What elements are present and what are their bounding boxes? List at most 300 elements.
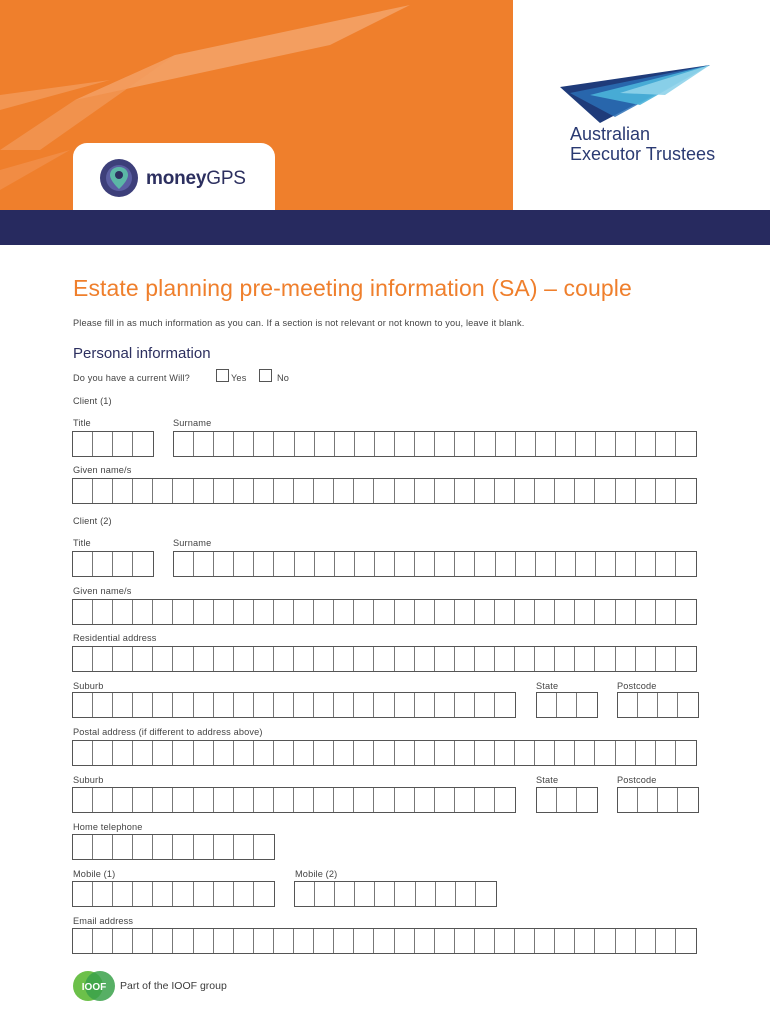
char-box[interactable] (656, 929, 676, 953)
char-box[interactable] (113, 929, 133, 953)
char-box[interactable] (395, 600, 415, 624)
char-box[interactable] (395, 432, 415, 456)
char-box[interactable] (194, 835, 214, 859)
char-box[interactable] (535, 600, 555, 624)
char-box[interactable] (314, 788, 334, 812)
char-box[interactable] (495, 479, 515, 503)
char-box[interactable] (254, 788, 274, 812)
char-box[interactable] (294, 647, 314, 671)
char-box[interactable] (656, 479, 676, 503)
char-box[interactable] (618, 693, 638, 717)
char-box[interactable] (153, 835, 173, 859)
char-box[interactable] (315, 432, 335, 456)
char-box[interactable] (133, 600, 153, 624)
char-box[interactable] (495, 600, 515, 624)
char-box[interactable] (375, 882, 395, 906)
char-box[interactable] (334, 647, 354, 671)
postal-address-field[interactable] (72, 740, 697, 766)
char-box[interactable] (153, 600, 173, 624)
char-box[interactable] (274, 479, 294, 503)
char-box[interactable] (676, 479, 696, 503)
char-box[interactable] (214, 432, 234, 456)
char-box[interactable] (274, 432, 294, 456)
char-box[interactable] (435, 552, 455, 576)
char-box[interactable] (536, 552, 556, 576)
char-box[interactable] (93, 552, 113, 576)
char-box[interactable] (234, 432, 254, 456)
char-box[interactable] (395, 929, 415, 953)
char-box[interactable] (133, 929, 153, 953)
char-box[interactable] (556, 432, 576, 456)
char-box[interactable] (495, 647, 515, 671)
char-box[interactable] (556, 552, 576, 576)
char-box[interactable] (555, 929, 575, 953)
char-box[interactable] (575, 479, 595, 503)
char-box[interactable] (173, 693, 193, 717)
char-box[interactable] (93, 929, 113, 953)
char-box[interactable] (515, 741, 535, 765)
char-box[interactable] (656, 600, 676, 624)
char-box[interactable] (395, 647, 415, 671)
char-box[interactable] (73, 479, 93, 503)
postal-postcode-field[interactable] (617, 787, 699, 813)
char-box[interactable] (73, 741, 93, 765)
char-box[interactable] (354, 647, 374, 671)
char-box[interactable] (636, 647, 656, 671)
char-box[interactable] (133, 835, 153, 859)
char-box[interactable] (73, 693, 93, 717)
mobile2-field[interactable] (294, 881, 497, 907)
char-box[interactable] (515, 929, 535, 953)
residential-address-field[interactable] (72, 646, 697, 672)
char-box[interactable] (133, 741, 153, 765)
char-box[interactable] (656, 741, 676, 765)
char-box[interactable] (536, 432, 556, 456)
char-box[interactable] (173, 788, 193, 812)
char-box[interactable] (294, 929, 314, 953)
char-box[interactable] (535, 647, 555, 671)
char-box[interactable] (475, 929, 495, 953)
char-box[interactable] (576, 432, 596, 456)
char-box[interactable] (415, 741, 435, 765)
char-box[interactable] (595, 929, 615, 953)
will-yes-checkbox[interactable] (216, 369, 229, 382)
char-box[interactable] (537, 788, 557, 812)
char-box[interactable] (555, 741, 575, 765)
char-box[interactable] (575, 929, 595, 953)
char-box[interactable] (395, 552, 415, 576)
client1-surname-field[interactable] (173, 431, 697, 457)
char-box[interactable] (354, 929, 374, 953)
char-box[interactable] (455, 693, 475, 717)
char-box[interactable] (113, 432, 133, 456)
char-box[interactable] (194, 600, 214, 624)
char-box[interactable] (173, 600, 193, 624)
char-box[interactable] (314, 600, 334, 624)
char-box[interactable] (435, 479, 455, 503)
char-box[interactable] (93, 600, 113, 624)
char-box[interactable] (415, 647, 435, 671)
char-box[interactable] (395, 788, 415, 812)
char-box[interactable] (113, 882, 133, 906)
char-box[interactable] (254, 600, 274, 624)
char-box[interactable] (355, 552, 375, 576)
char-box[interactable] (73, 882, 93, 906)
char-box[interactable] (354, 741, 374, 765)
char-box[interactable] (475, 741, 495, 765)
char-box[interactable] (515, 479, 535, 503)
char-box[interactable] (214, 600, 234, 624)
char-box[interactable] (274, 600, 294, 624)
char-box[interactable] (113, 835, 133, 859)
char-box[interactable] (475, 552, 495, 576)
char-box[interactable] (334, 479, 354, 503)
char-box[interactable] (214, 552, 234, 576)
char-box[interactable] (395, 479, 415, 503)
will-no-checkbox[interactable] (259, 369, 272, 382)
char-box[interactable] (475, 432, 495, 456)
char-box[interactable] (616, 479, 636, 503)
char-box[interactable] (93, 432, 113, 456)
char-box[interactable] (435, 788, 455, 812)
char-box[interactable] (475, 788, 495, 812)
char-box[interactable] (174, 432, 194, 456)
char-box[interactable] (496, 552, 516, 576)
char-box[interactable] (596, 552, 616, 576)
char-box[interactable] (133, 882, 153, 906)
char-box[interactable] (153, 741, 173, 765)
char-box[interactable] (234, 929, 254, 953)
char-box[interactable] (395, 693, 415, 717)
char-box[interactable] (656, 647, 676, 671)
char-box[interactable] (395, 741, 415, 765)
char-box[interactable] (334, 693, 354, 717)
char-box[interactable] (314, 741, 334, 765)
char-box[interactable] (354, 788, 374, 812)
char-box[interactable] (638, 693, 658, 717)
char-box[interactable] (93, 693, 113, 717)
char-box[interactable] (214, 741, 234, 765)
char-box[interactable] (374, 600, 394, 624)
char-box[interactable] (214, 788, 234, 812)
char-box[interactable] (616, 929, 636, 953)
char-box[interactable] (355, 882, 375, 906)
char-box[interactable] (173, 479, 193, 503)
char-box[interactable] (295, 432, 315, 456)
char-box[interactable] (194, 552, 214, 576)
char-box[interactable] (415, 479, 435, 503)
char-box[interactable] (374, 693, 394, 717)
postal-state-field[interactable] (536, 787, 598, 813)
residential-postcode-field[interactable] (617, 692, 699, 718)
char-box[interactable] (113, 600, 133, 624)
char-box[interactable] (555, 600, 575, 624)
char-box[interactable] (576, 552, 596, 576)
client2-surname-field[interactable] (173, 551, 697, 577)
char-box[interactable] (395, 882, 415, 906)
char-box[interactable] (435, 647, 455, 671)
char-box[interactable] (295, 552, 315, 576)
char-box[interactable] (476, 882, 496, 906)
char-box[interactable] (315, 552, 335, 576)
char-box[interactable] (557, 693, 577, 717)
char-box[interactable] (153, 882, 173, 906)
char-box[interactable] (153, 647, 173, 671)
char-box[interactable] (374, 788, 394, 812)
char-box[interactable] (234, 479, 254, 503)
char-box[interactable] (254, 741, 274, 765)
char-box[interactable] (133, 788, 153, 812)
char-box[interactable] (618, 788, 638, 812)
char-box[interactable] (595, 600, 615, 624)
char-box[interactable] (113, 741, 133, 765)
char-box[interactable] (214, 929, 234, 953)
char-box[interactable] (133, 693, 153, 717)
char-box[interactable] (133, 479, 153, 503)
char-box[interactable] (435, 600, 455, 624)
char-box[interactable] (214, 882, 234, 906)
char-box[interactable] (73, 432, 93, 456)
char-box[interactable] (234, 693, 254, 717)
char-box[interactable] (435, 693, 455, 717)
char-box[interactable] (194, 788, 214, 812)
char-box[interactable] (435, 741, 455, 765)
char-box[interactable] (557, 788, 577, 812)
char-box[interactable] (415, 432, 435, 456)
char-box[interactable] (676, 741, 696, 765)
char-box[interactable] (93, 788, 113, 812)
char-box[interactable] (194, 741, 214, 765)
char-box[interactable] (656, 552, 676, 576)
char-box[interactable] (495, 929, 515, 953)
char-box[interactable] (535, 929, 555, 953)
char-box[interactable] (455, 552, 475, 576)
residential-state-field[interactable] (536, 692, 598, 718)
char-box[interactable] (173, 929, 193, 953)
client1-title-field[interactable] (72, 431, 154, 457)
char-box[interactable] (516, 552, 536, 576)
char-box[interactable] (577, 693, 597, 717)
char-box[interactable] (415, 693, 435, 717)
char-box[interactable] (113, 647, 133, 671)
char-box[interactable] (516, 432, 536, 456)
client1-given-names-field[interactable] (72, 478, 697, 504)
char-box[interactable] (374, 741, 394, 765)
char-box[interactable] (214, 835, 234, 859)
char-box[interactable] (475, 600, 495, 624)
char-box[interactable] (515, 647, 535, 671)
char-box[interactable] (555, 647, 575, 671)
char-box[interactable] (73, 929, 93, 953)
char-box[interactable] (194, 479, 214, 503)
char-box[interactable] (174, 552, 194, 576)
char-box[interactable] (415, 788, 435, 812)
char-box[interactable] (173, 882, 193, 906)
char-box[interactable] (455, 647, 475, 671)
char-box[interactable] (294, 788, 314, 812)
char-box[interactable] (254, 479, 274, 503)
client2-given-names-field[interactable] (72, 599, 697, 625)
char-box[interactable] (354, 479, 374, 503)
char-box[interactable] (334, 929, 354, 953)
char-box[interactable] (436, 882, 456, 906)
char-box[interactable] (113, 552, 133, 576)
char-box[interactable] (577, 788, 597, 812)
char-box[interactable] (676, 647, 696, 671)
email-address-field[interactable] (72, 928, 697, 954)
char-box[interactable] (274, 788, 294, 812)
char-box[interactable] (153, 479, 173, 503)
char-box[interactable] (435, 929, 455, 953)
char-box[interactable] (455, 788, 475, 812)
char-box[interactable] (616, 741, 636, 765)
char-box[interactable] (455, 600, 475, 624)
char-box[interactable] (375, 552, 395, 576)
char-box[interactable] (334, 788, 354, 812)
char-box[interactable] (194, 647, 214, 671)
char-box[interactable] (214, 479, 234, 503)
char-box[interactable] (495, 788, 515, 812)
char-box[interactable] (456, 882, 476, 906)
char-box[interactable] (173, 835, 193, 859)
char-box[interactable] (93, 479, 113, 503)
char-box[interactable] (93, 835, 113, 859)
char-box[interactable] (537, 693, 557, 717)
char-box[interactable] (676, 552, 696, 576)
char-box[interactable] (133, 552, 153, 576)
char-box[interactable] (535, 741, 555, 765)
char-box[interactable] (113, 693, 133, 717)
char-box[interactable] (93, 647, 113, 671)
char-box[interactable] (73, 835, 93, 859)
char-box[interactable] (254, 929, 274, 953)
char-box[interactable] (676, 929, 696, 953)
char-box[interactable] (194, 929, 214, 953)
char-box[interactable] (475, 479, 495, 503)
char-box[interactable] (73, 552, 93, 576)
char-box[interactable] (676, 600, 696, 624)
char-box[interactable] (274, 552, 294, 576)
char-box[interactable] (636, 929, 656, 953)
char-box[interactable] (658, 788, 678, 812)
char-box[interactable] (274, 647, 294, 671)
char-box[interactable] (495, 741, 515, 765)
char-box[interactable] (214, 647, 234, 671)
char-box[interactable] (636, 552, 656, 576)
char-box[interactable] (455, 929, 475, 953)
char-box[interactable] (636, 432, 656, 456)
char-box[interactable] (555, 479, 575, 503)
char-box[interactable] (596, 432, 616, 456)
char-box[interactable] (455, 479, 475, 503)
char-box[interactable] (595, 479, 615, 503)
char-box[interactable] (254, 552, 274, 576)
char-box[interactable] (153, 929, 173, 953)
char-box[interactable] (234, 835, 254, 859)
char-box[interactable] (475, 647, 495, 671)
char-box[interactable] (274, 741, 294, 765)
char-box[interactable] (314, 929, 334, 953)
char-box[interactable] (375, 432, 395, 456)
char-box[interactable] (73, 788, 93, 812)
char-box[interactable] (616, 432, 636, 456)
char-box[interactable] (314, 647, 334, 671)
char-box[interactable] (173, 647, 193, 671)
char-box[interactable] (153, 788, 173, 812)
char-box[interactable] (234, 882, 254, 906)
char-box[interactable] (294, 600, 314, 624)
char-box[interactable] (335, 882, 355, 906)
char-box[interactable] (274, 693, 294, 717)
char-box[interactable] (294, 693, 314, 717)
char-box[interactable] (575, 647, 595, 671)
char-box[interactable] (335, 552, 355, 576)
char-box[interactable] (475, 693, 495, 717)
char-box[interactable] (535, 479, 555, 503)
char-box[interactable] (113, 479, 133, 503)
char-box[interactable] (355, 432, 375, 456)
char-box[interactable] (416, 882, 436, 906)
char-box[interactable] (658, 693, 678, 717)
char-box[interactable] (374, 929, 394, 953)
char-box[interactable] (495, 693, 515, 717)
char-box[interactable] (656, 432, 676, 456)
char-box[interactable] (254, 835, 274, 859)
char-box[interactable] (374, 479, 394, 503)
char-box[interactable] (93, 741, 113, 765)
char-box[interactable] (194, 432, 214, 456)
char-box[interactable] (678, 788, 698, 812)
char-box[interactable] (354, 693, 374, 717)
char-box[interactable] (575, 741, 595, 765)
char-box[interactable] (153, 693, 173, 717)
char-box[interactable] (636, 600, 656, 624)
char-box[interactable] (575, 600, 595, 624)
char-box[interactable] (314, 693, 334, 717)
char-box[interactable] (455, 741, 475, 765)
char-box[interactable] (636, 479, 656, 503)
char-box[interactable] (133, 432, 153, 456)
char-box[interactable] (194, 882, 214, 906)
char-box[interactable] (616, 600, 636, 624)
char-box[interactable] (254, 647, 274, 671)
char-box[interactable] (234, 741, 254, 765)
char-box[interactable] (294, 741, 314, 765)
char-box[interactable] (616, 552, 636, 576)
char-box[interactable] (335, 432, 355, 456)
char-box[interactable] (374, 647, 394, 671)
char-box[interactable] (295, 882, 315, 906)
char-box[interactable] (515, 600, 535, 624)
char-box[interactable] (638, 788, 658, 812)
client2-title-field[interactable] (72, 551, 154, 577)
char-box[interactable] (254, 432, 274, 456)
postal-suburb-field[interactable] (72, 787, 516, 813)
char-box[interactable] (595, 647, 615, 671)
char-box[interactable] (496, 432, 516, 456)
char-box[interactable] (214, 693, 234, 717)
home-telephone-field[interactable] (72, 834, 275, 860)
char-box[interactable] (415, 600, 435, 624)
char-box[interactable] (435, 432, 455, 456)
char-box[interactable] (254, 882, 274, 906)
char-box[interactable] (636, 741, 656, 765)
char-box[interactable] (133, 647, 153, 671)
char-box[interactable] (415, 929, 435, 953)
residential-suburb-field[interactable] (72, 692, 516, 718)
char-box[interactable] (595, 741, 615, 765)
char-box[interactable] (73, 647, 93, 671)
